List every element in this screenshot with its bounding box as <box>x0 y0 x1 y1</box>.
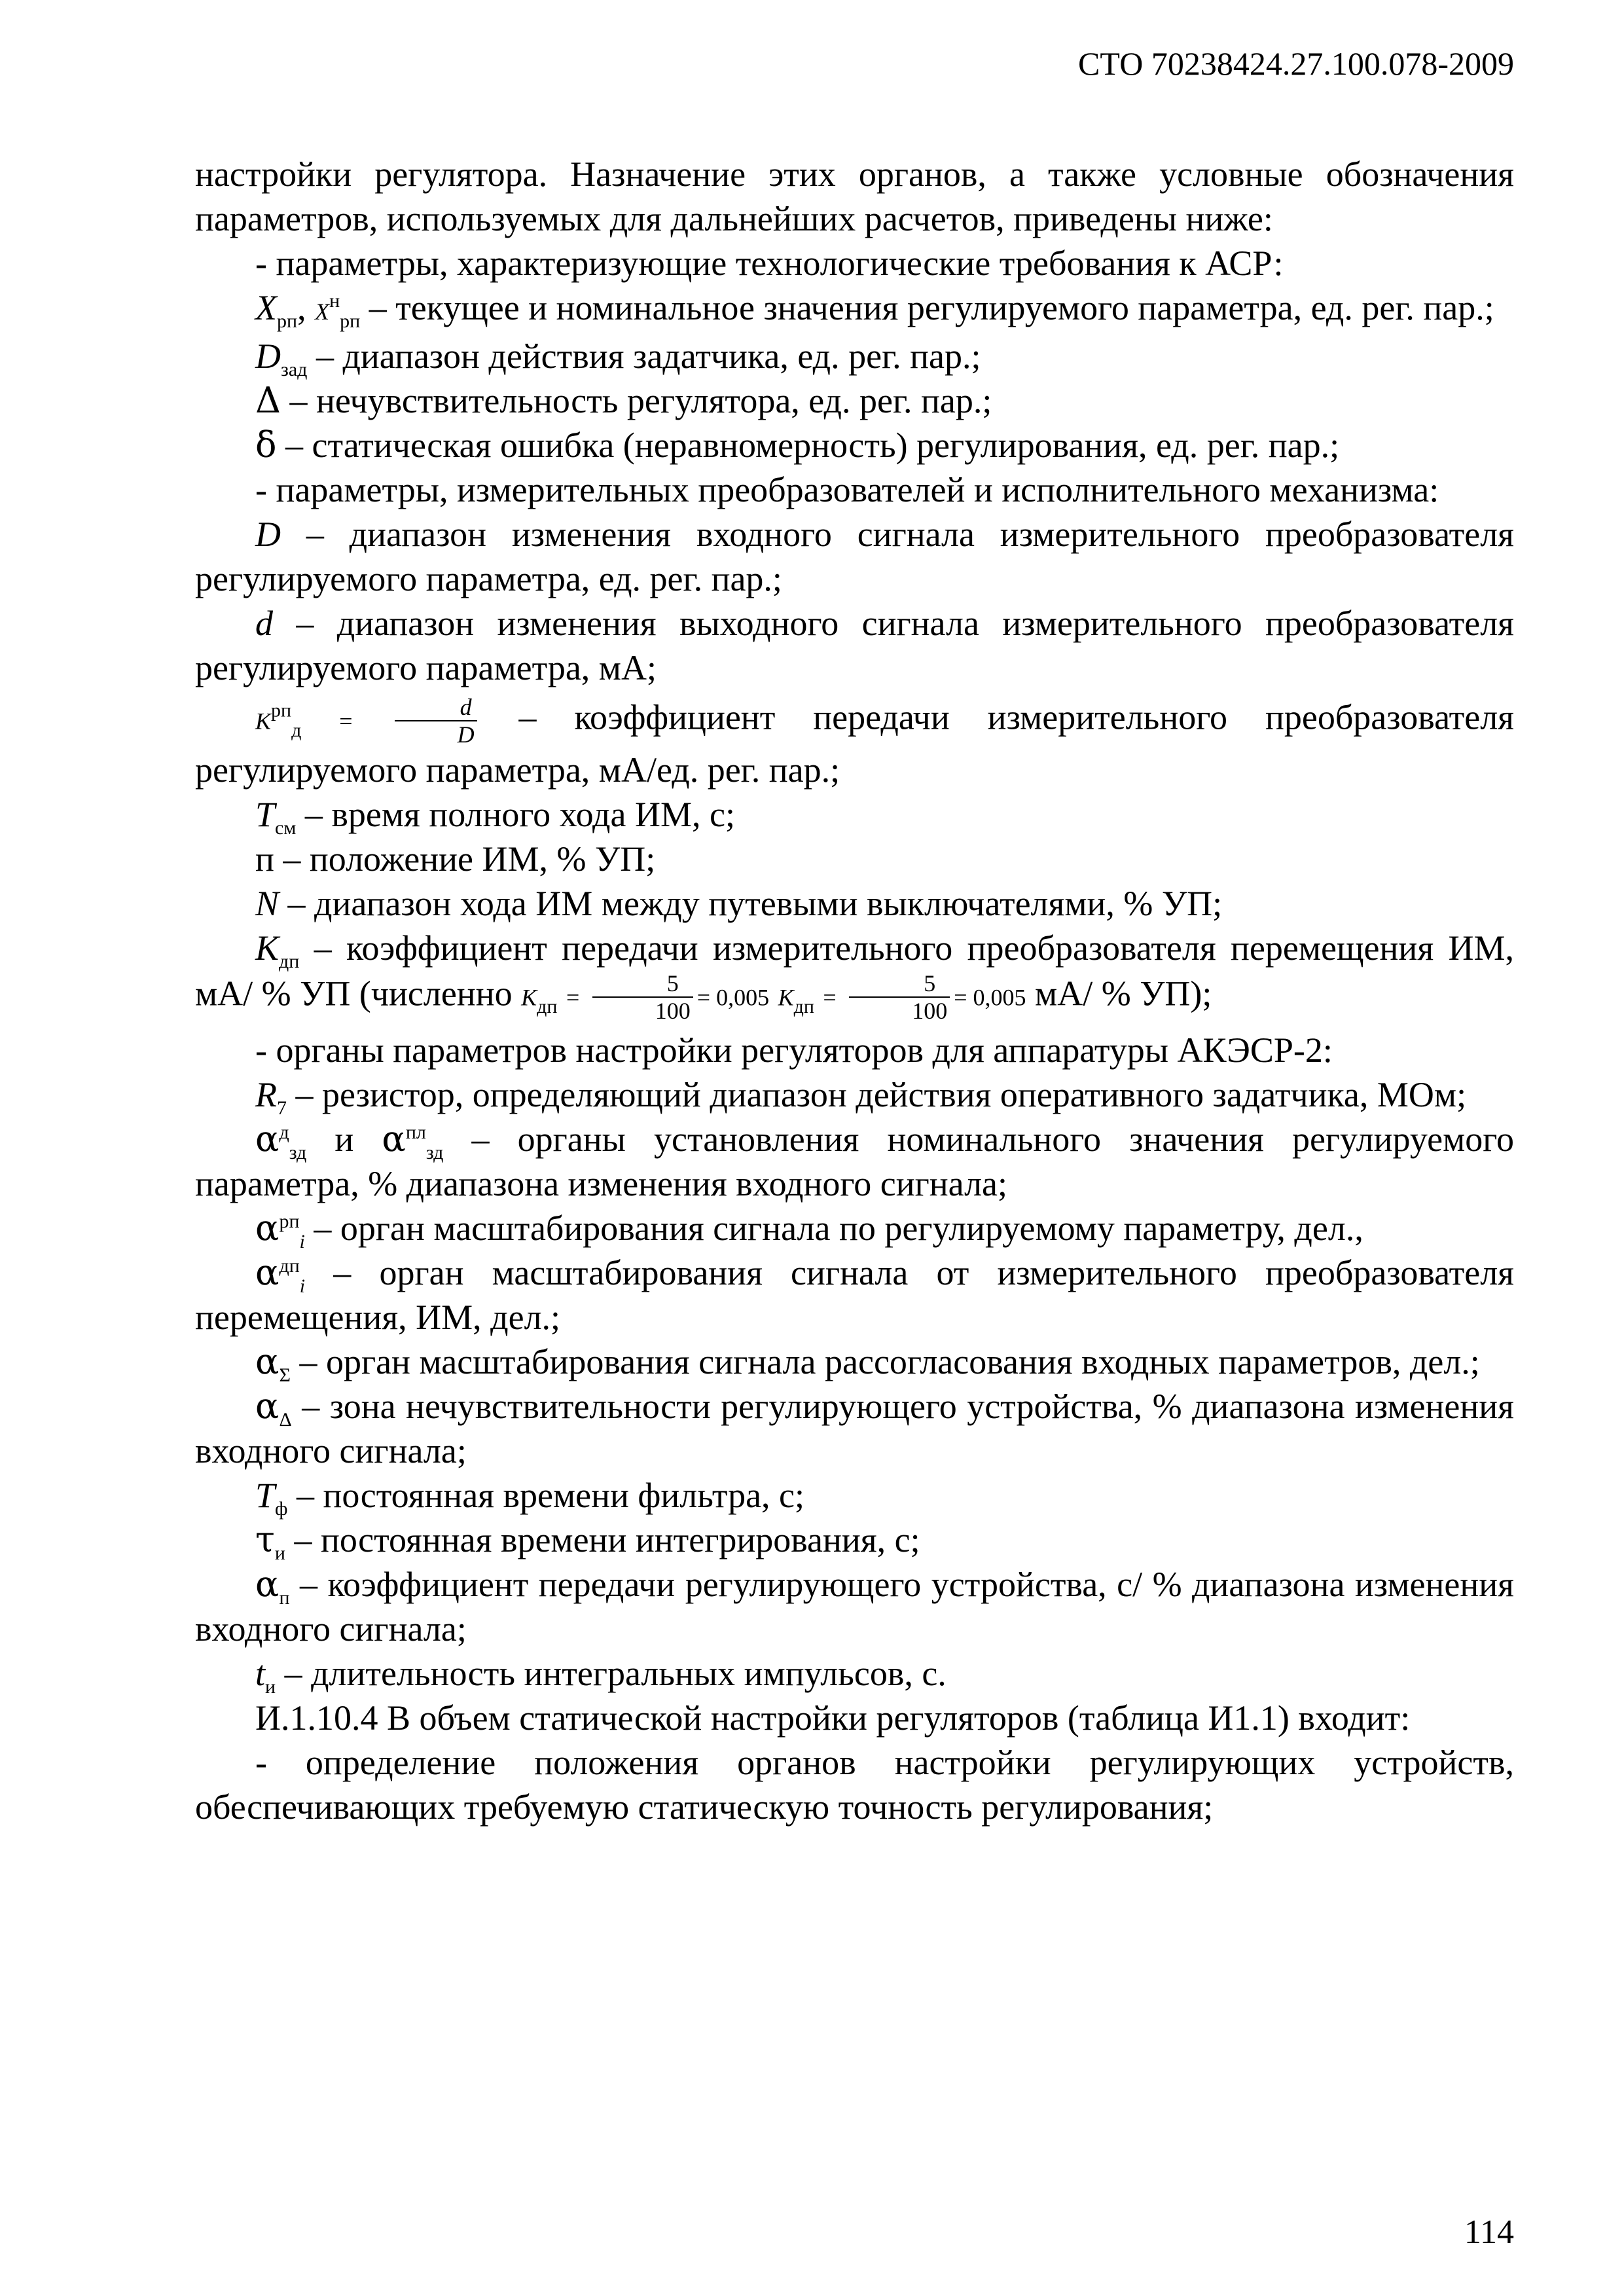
definition-item: N – диапазон хода ИМ между путевыми выключателями, % УП; <box>255 884 1223 923</box>
definition-item: D – диапазон изменения входного сигнала измерительного преобразователя регулируемого параметра, ед. рег. пар.; <box>195 515 1514 598</box>
paragraph: - параметры, характеризующие технологические требования к АСР: <box>255 244 1284 283</box>
definition-item: $R_7$ – резистор, определяющий диапазон действия оперативного задатчика, МОм; <box>255 1075 1467 1119</box>
definition-item: $D_{зад}$ – диапазон действия задатчика, ед. рег. пар.; <box>255 337 981 380</box>
definition-item: Δ – нечувствительность регулятора, ед. рег. пар.; <box>255 380 992 421</box>
definition-item: $X_{рп}$, $X^н_{рп}$ – текущее и номинальное значения регулируемого параметра, ед. рег. пар.; <box>255 288 1494 332</box>
paragraph: настройки регулятора. Назначение этих органов, а также условные обозначения параметров, используемых для дальнейших расчетов, приведены ниже: <box>195 155 1514 238</box>
definition-item: $T_ф$ – постоянная времени фильтра, с; <box>255 1476 805 1520</box>
definition-item: $\alpha^д_{зд}$ и $\alpha^{пл}_{зд}$ – органы установления номинального значения регулируемого параметра, % диапазона изменения входного сигнала; <box>195 1118 1515 1203</box>
definition-item: $K_{дп}$ – коэффициент передачи измерительного преобразователя перемещения ИМ, мА/ % УП (численно $K_{дп}$ = $\frac{5}{100}$ = 0,005 $K_{дп}$ = $\frac{5}{100}$ = 0,005 мА/ % УП); <box>195 928 1514 1024</box>
paragraph: - параметры, измерительных преобразователей и исполнительного механизма: <box>255 470 1439 509</box>
definition-item: $\tau_и$ – постоянная времени интегрирования, с; <box>255 1519 920 1564</box>
fraction: $\frac{5}{100}$ <box>849 970 950 1024</box>
definition-item: $\alpha_\Sigma$ – орган масштабирования сигнала рассогласования входных параметров, дел.; <box>255 1341 1480 1386</box>
paragraph: - органы параметров настройки регуляторов для аппаратуры АКЭСР-2: <box>255 1030 1333 1070</box>
fraction: $\frac{5}{100}$ <box>592 970 693 1024</box>
document-code-header: СТО 70238424.27.100.078-2009 <box>1078 45 1514 82</box>
definition-item: d – диапазон изменения выходного сигнала измерительного преобразователя регулируемого параметра, мА; <box>195 604 1514 687</box>
definition-item: $K^{рп}_д$ = $\frac{d}{D}$ – коэффициент передачи измерительного преобразователя регулируемого параметра, мА/ед. рег. пар.; <box>195 694 1514 790</box>
symbol: X <box>255 288 277 327</box>
definition-item: $T_{см}$ – время полного хода ИМ, с; <box>255 795 735 839</box>
fraction: $\frac{d}{D}$ <box>395 694 477 748</box>
definition-item: $\alpha^{рп}_i$ – орган масштабирования сигнала по регулируемому параметру, дел., <box>255 1207 1363 1252</box>
definition-item: δ – статическая ошибка (неравномерность) регулирования, ед. рег. пар.; <box>255 424 1340 465</box>
definition-text: текущее и номинальное значения регулируемого параметра, ед. рег. пар.; <box>395 288 1494 327</box>
page-number: 114 <box>1464 2214 1514 2251</box>
definition-item: $\alpha^{дп}_i$ – орган масштабирования сигнала от измерительного преобразователя перемещения, ИМ, дел.; <box>195 1252 1515 1337</box>
paragraph: И.1.10.4 В объем статической настройки регуляторов (таблица И1.1) входит: <box>255 1698 1411 1738</box>
paragraph: - определение положения органов настройки регулирующих устройств, обеспечивающих требуемую статическую точность регулирования; <box>195 1743 1514 1827</box>
definition-item: п – положение ИМ, % УП; <box>255 839 656 879</box>
definition-item: $t_и$ – длительность интегральных импульсов, с. <box>255 1654 947 1698</box>
definition-item: $\alpha_\Delta$ – зона нечувствительности регулирующего устройства, % диапазона изменения входного сигнала; <box>195 1385 1515 1470</box>
document-body <box>195 152 1514 1829</box>
definition-item: $\alpha_п$ – коэффициент передачи регулирующего устройства, с/ % диапазона изменения входного сигнала; <box>195 1563 1514 1649</box>
